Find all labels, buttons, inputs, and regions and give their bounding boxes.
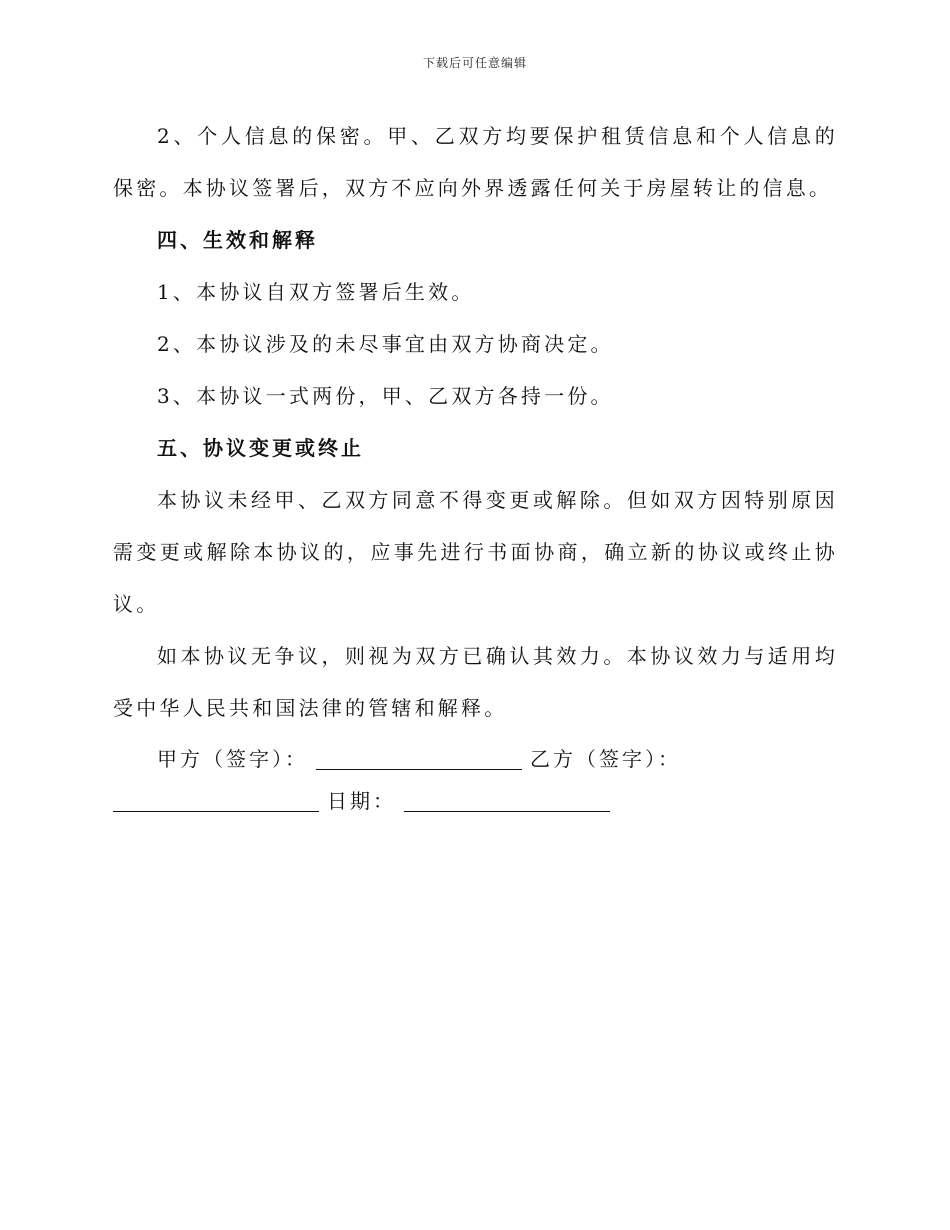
- validity-paragraph: 如本协议无争议，则视为双方已确认其效力。本协议效力与适用均受中华人民共和国法律的管辖和解释。: [113, 644, 838, 720]
- section-heading-effect: 四、生效和解释: [157, 228, 318, 252]
- date-label: 日期：: [327, 789, 396, 813]
- party-a-label: 甲方（签字）：: [157, 747, 308, 771]
- effect-item-3: 3、本协议一式两份，甲、乙双方各持一份。: [157, 384, 614, 408]
- date-line[interactable]: [404, 787, 610, 812]
- signature-row-date: [113, 780, 838, 822]
- effect-item-1: 1、本协议自双方签署后生效。: [157, 280, 475, 304]
- party-a-signature-line[interactable]: [316, 745, 522, 770]
- page-header: 下载后可任意编辑: [422, 56, 527, 70]
- privacy-clause: 2、个人信息的保密。甲、乙双方均要保护租赁信息和个人信息的保密。本协议签署后，双方不应向外界透露任何关于房屋转让的信息。: [113, 124, 838, 200]
- party-b-signature-line[interactable]: [113, 787, 319, 812]
- section-heading-change: 五、协议变更或终止: [157, 436, 364, 460]
- signature-row-parties: [113, 738, 838, 780]
- change-paragraph: 本协议未经甲、乙双方同意不得变更或解除。但如双方因特别原因需变更或解除本协议的，应事先进行书面协商，确立新的协议或终止协议。: [113, 488, 838, 616]
- document-body: [113, 110, 838, 822]
- party-b-label: 乙方（签字）：: [530, 747, 681, 771]
- effect-item-2: 2、本协议涉及的未尽事宜由双方协商决定。: [157, 332, 614, 356]
